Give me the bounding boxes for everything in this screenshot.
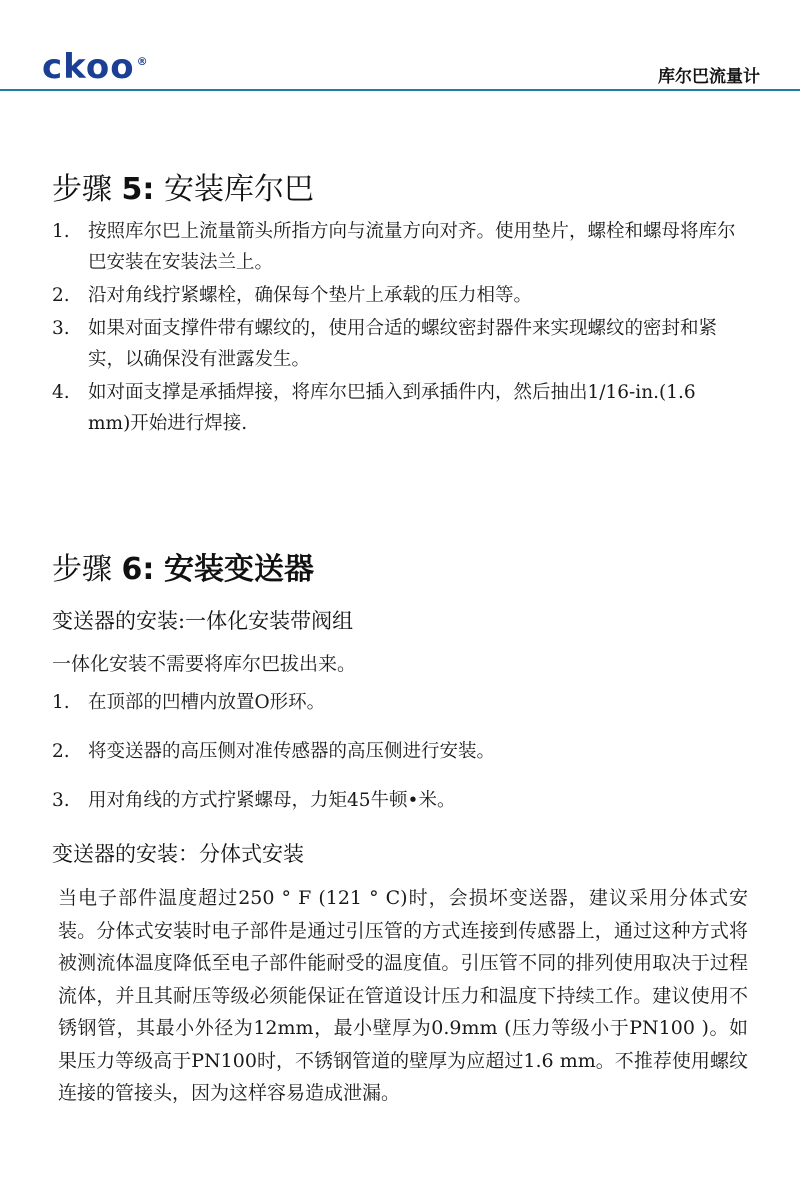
list-item [52,280,742,311]
item-text: 将变送器的高压侧对准传感器的高压侧进行安装。 [88,741,496,762]
item-text: 如果对面支撑件带有螺纹的，使用合适的螺纹密封器件来实现螺纹的密封和紧实，以确保没有泄露发生。 [88,318,718,370]
step6-number: 6: [121,552,155,587]
item-text: 按照库尔巴上流量箭头所指方向与流量方向对齐。使用垫片，螺栓和螺母将库尔巴安装在安装法兰上。 [88,221,736,273]
item-number: 3. [52,790,70,811]
list-item [52,736,742,767]
step5-list [52,216,742,439]
item-number: 1. [52,221,70,242]
step5-heading [52,172,314,208]
item-number: 3. [52,318,70,339]
item-text: 如对面支撑是承插焊接，将库尔巴插入到承插件内，然后抽出1/16-in.(1.6 mm)开始进行焊接. [88,382,696,434]
step5-title: 安装库尔巴 [163,172,314,207]
step6-list [52,687,742,816]
list-item [52,216,742,278]
step6-label: 步骤 [52,552,112,587]
registered-mark: ® [136,55,149,68]
item-number: 2. [52,741,70,762]
integrated-install-heading: 变送器的安装:一体化安装带阀组 [52,609,354,633]
item-number: 2. [52,285,70,306]
header-divider [0,89,800,91]
step5-number: 5: [121,172,155,207]
step5-label: 步骤 [52,172,112,207]
brand-logo [42,47,149,87]
step6-title: 安装变送器 [163,552,314,587]
remote-install-paragraph: 当电子部件温度超过250 ° F (121 ° C)时，会损坏变送器，建议采用分体式安装。分体式安装时电子部件是通过引压管的方式连接到传感器上，通过这种方式将被测流体温度降低至电子部件能耐受的温度值。引压管不同的排列使用取决于过程流体，并且其耐压等级必须能保证在管道设计压力和温度下持续工作。建议使用不锈钢管，其最小外径为12mm，最小壁厚为0.9mm (压力等级小于PN100 )。如果压力等级高于PN100时，不锈钢管道的壁厚为应超过1.6 mm。不推荐使用螺纹连接的管接头，因为这样容易造成泄漏。 [58,887,748,1104]
remote-install-heading: 变送器的安装：分体式安装 [52,842,304,866]
item-text: 沿对角线拧紧螺栓，确保每个垫片上承载的压力相等。 [88,285,533,306]
product-title: 库尔巴流量计 [658,67,760,87]
brand-name: ckoo [42,47,135,87]
list-item [52,785,742,816]
list-item [52,687,742,718]
list-item [52,313,742,375]
integrated-install-note: 一体化安装不需要将库尔巴拔出来。 [52,653,357,675]
step6-heading [52,552,314,588]
item-number: 1. [52,692,70,713]
list-item [52,377,742,439]
item-text: 在顶部的凹槽内放置O形环。 [88,692,326,713]
item-number: 4. [52,382,70,403]
item-text: 用对角线的方式拧紧螺母，力矩45牛顿•米。 [88,790,456,811]
